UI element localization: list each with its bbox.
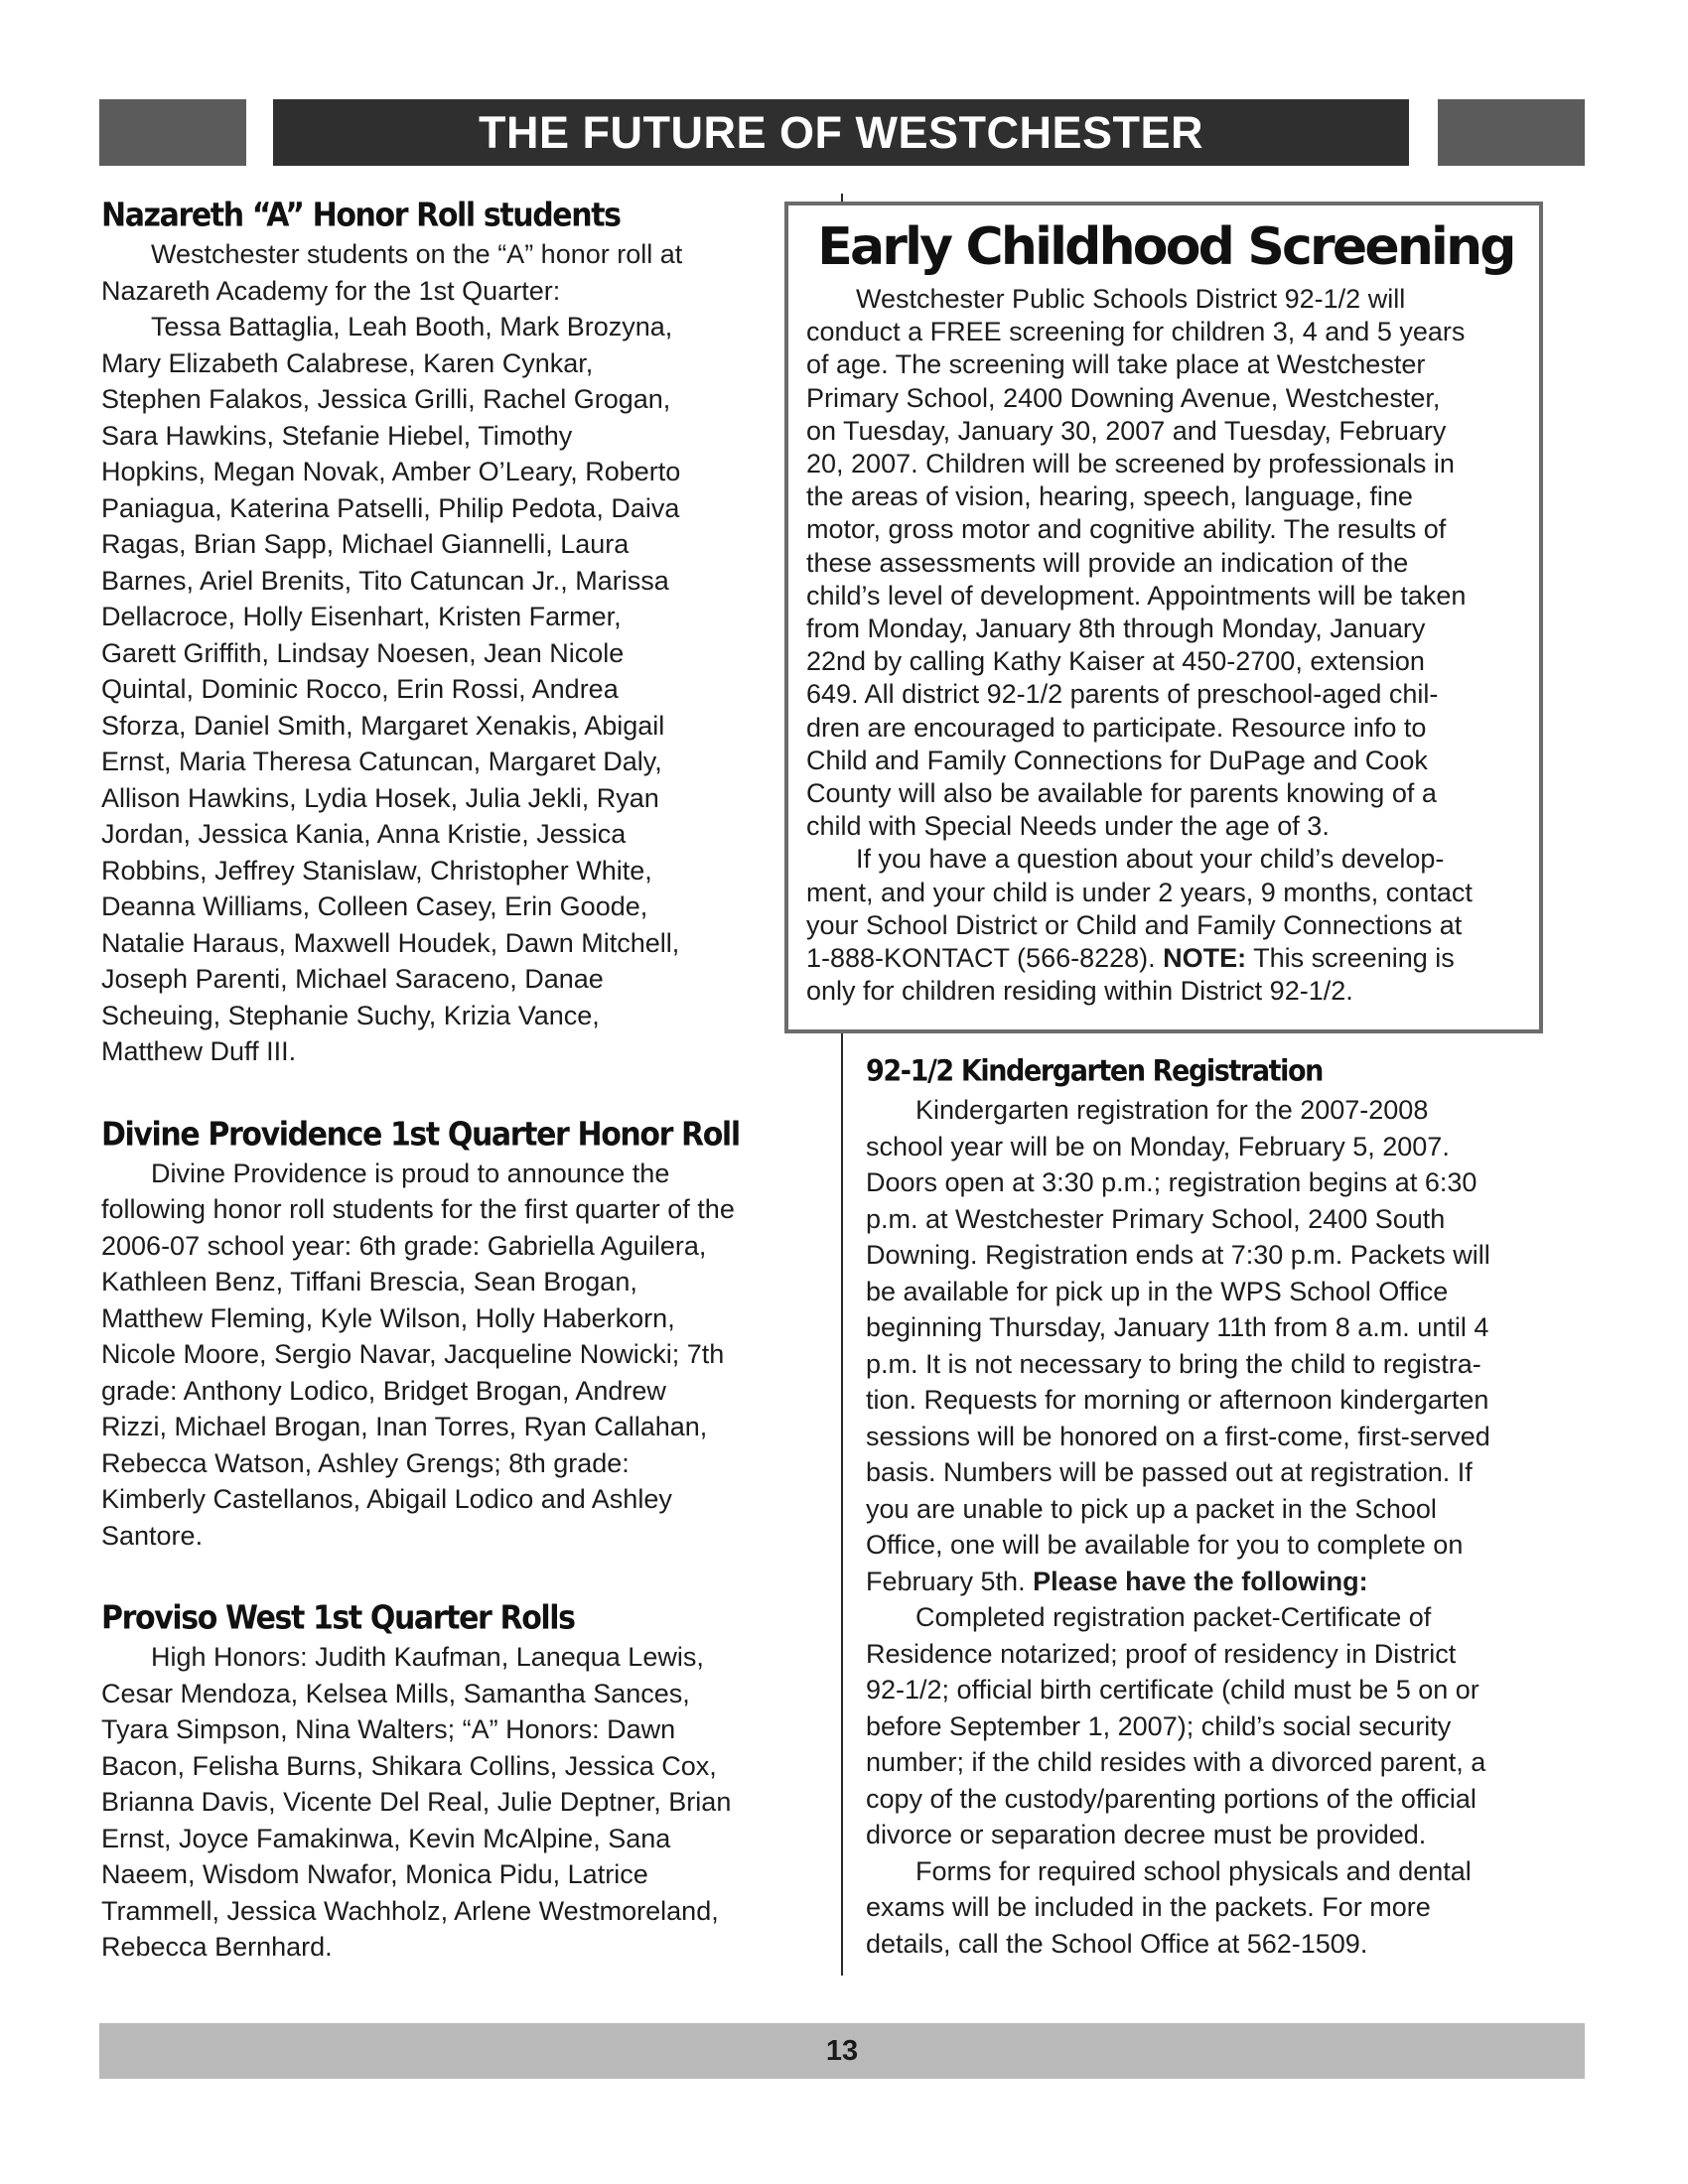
proviso-west-section: [101, 1599, 821, 1966]
screening-para-1: Westchester Public Schools District 92-1/2 will conduct a FREE screening for children 3, 4 and 5 years of age. The screening will take place at Westchester Primary School, 2400 Downing Avenue, Westchester, on Tuesday, January 30, 2007 and Tuesday, February 20, 2007. Children will be screened by professionals in the areas of vision, hearing, speech, language, fine motor, gross motor and cognitive ability. The results of these assessments will provide an indication of the child’s level of development. Appointments will be taken from Monday, January 8th through Monday, January 22nd by calling Kathy Kaiser at 450-2700, extension 649. All district 92-1/2 parents of preschool-aged chil- dren are encouraged to participate. Resource info to Child and Family Connections for DuPage and Cook County will also be available for parents knowing of a child with Special Needs under the age of 3.: [806, 284, 1467, 842]
screening-box: [784, 202, 1543, 1033]
nazareth-section: [101, 197, 821, 1070]
screening-para-2-text: If you have a question about your child’s develop- ment, and your child is under 2 years, 9 months, contact your School District or Child and Family Connections at 1-888-KONTACT (566-8228).: [806, 844, 1473, 974]
page-number: 13: [825, 2034, 859, 2067]
header-title: THE FUTURE OF WESTCHESTER: [479, 106, 1203, 158]
kindergarten-para-2: Completed registration packet-Certificate of Residence notarized; proof of residency in District 92-1/2; official birth certificate (child must be 5 on or before September 1, 2007); child’s social security number; if the child resides with a divorced parent, a copy of the custody/parenting portions of the official divorce or separation decree must be provided.: [866, 1602, 1486, 1849]
divine-providence-section: [101, 1116, 821, 1555]
screening-note-text: This screening is only for children residing within District 92-1/2.: [806, 943, 1455, 1007]
kindergarten-para-1-bold: Please have the following:: [1033, 1566, 1368, 1596]
nazareth-heading: Nazareth “A” Honor Roll students: [101, 197, 621, 235]
nazareth-names: Tessa Battaglia, Leah Booth, Mark Brozyna, Mary Elizabeth Calabrese, Karen Cynkar, Stephen Falakos, Jessica Grilli, Rachel Grogan, Sara Hawkins, Stefanie Hiebel, Timothy Hopkins, Megan Novak, Amber O’Leary, Roberto Paniagua, Katerina Patselli, Philip Pedota, Daiva Ragas, Brian Sapp, Michael Giannelli, Laura Barnes, Ariel Brenits, Tito Catuncan Jr., Marissa Dellacroce, Holly Eisenhart, Kristen Farmer, Garett Griffith, Lindsay Noesen, Jean Nicole Quintal, Dominic Rocco, Erin Rossi, Andrea Sforza, Daniel Smith, Margaret Xenakis, Abigail Ernst, Maria Theresa Catuncan, Margaret Daly, Allison Hawkins, Lydia Hosek, Julia Jekli, Ryan Jordan, Jessica Kania, Anna Kristie, Jessica Robbins, Jeffrey Stanislaw, Christopher White, Deanna Williams, Colleen Casey, Erin Goode, Natalie Haraus, Maxwell Houdek, Dawn Mitchell, Joseph Parenti, Michael Saraceno, Danae Scheuing, Stephanie Suchy, Krizia Vance, Matthew Duff III.: [101, 312, 681, 1066]
kindergarten-para-3: Forms for required school physicals and dental exams will be included in the packets. For more details, call the School Office at 562-1509.: [866, 1855, 1472, 1959]
page-footer: [99, 2023, 1585, 2079]
screening-para-2: [806, 843, 1525, 1008]
header-bar-right: [1438, 99, 1585, 166]
screening-title: Early Childhood Screening: [817, 217, 1514, 277]
nazareth-intro: Westchester students on the “A” honor roll at Nazareth Academy for the 1st Quarter:: [101, 239, 683, 306]
kindergarten-section: [866, 1052, 1586, 1962]
divine-providence-heading: Divine Providence 1st Quarter Honor Roll: [101, 1115, 740, 1154]
kindergarten-para-1-text: Kindergarten registration for the 2007-2008 school year will be on Monday, February 5, 2007. Doors open at 3:30 p.m.; registration begins at 6:30 p.m. at Westchester Primary School, 2400 South Downing. Registration ends at 7:30 p.m. Packets will be available for pick up in the WPS School Office beginning Thursday, January 11th from 8 a.m. until 4 p.m. It is not necessary to bring the child to registra- tion. Requests for morning or afternoon kindergarten sessions will be honored on a first-come, first-served basis. Numbers will be passed out at registration. If you are unable to pick up a packet in the School Office, one will be available for you to complete on February 5th.: [866, 1095, 1490, 1596]
left-column: [101, 197, 821, 1966]
kindergarten-heading: 92-1/2 Kindergarten Registration: [866, 1054, 1323, 1089]
proviso-west-body: High Honors: Judith Kaufman, Lanequa Lewis, Cesar Mendoza, Kelsea Mills, Samantha Sances, Tyara Simpson, Nina Walters; “A” Honors: Dawn Bacon, Felisha Burns, Shikara Collins, Jessica Cox, Brianna Davis, Vicente Del Real, Julie Deptner, Brian Ernst, Joyce Famakinwa, Kevin McAlpine, Sana Naeem, Wisdom Nwafor, Monica Pidu, Latrice Trammell, Jessica Wachholz, Arlene Westmoreland, Rebecca Bernhard.: [101, 1642, 732, 1962]
right-column: [866, 1052, 1586, 1962]
screening-note-label: NOTE:: [1163, 943, 1247, 974]
page-header: [273, 99, 1409, 166]
proviso-west-heading: Proviso West 1st Quarter Rolls: [101, 1599, 575, 1638]
header-bar-left: [99, 99, 246, 166]
divine-providence-body: Divine Providence is proud to announce the following honor roll students for the first quarter of the 2006-07 school year: 6th grade: Gabriella Aguilera, Kathleen Benz, Tiffani Brescia, Sean Brogan, Matthew Fleming, Kyle Wilson, Holly Haberkorn, Nicole Moore, Sergio Navar, Jacqueline Nowicki; 7th grade: Anthony Lodico, Bridget Brogan, Andrew Rizzi, Michael Brogan, Inan Torres, Ryan Callahan, Rebecca Watson, Ashley Grengs; 8th grade: Kimberly Castellanos, Abigail Lodico and Ashley Santore.: [101, 1158, 735, 1551]
kindergarten-para-1: [866, 1092, 1586, 1599]
